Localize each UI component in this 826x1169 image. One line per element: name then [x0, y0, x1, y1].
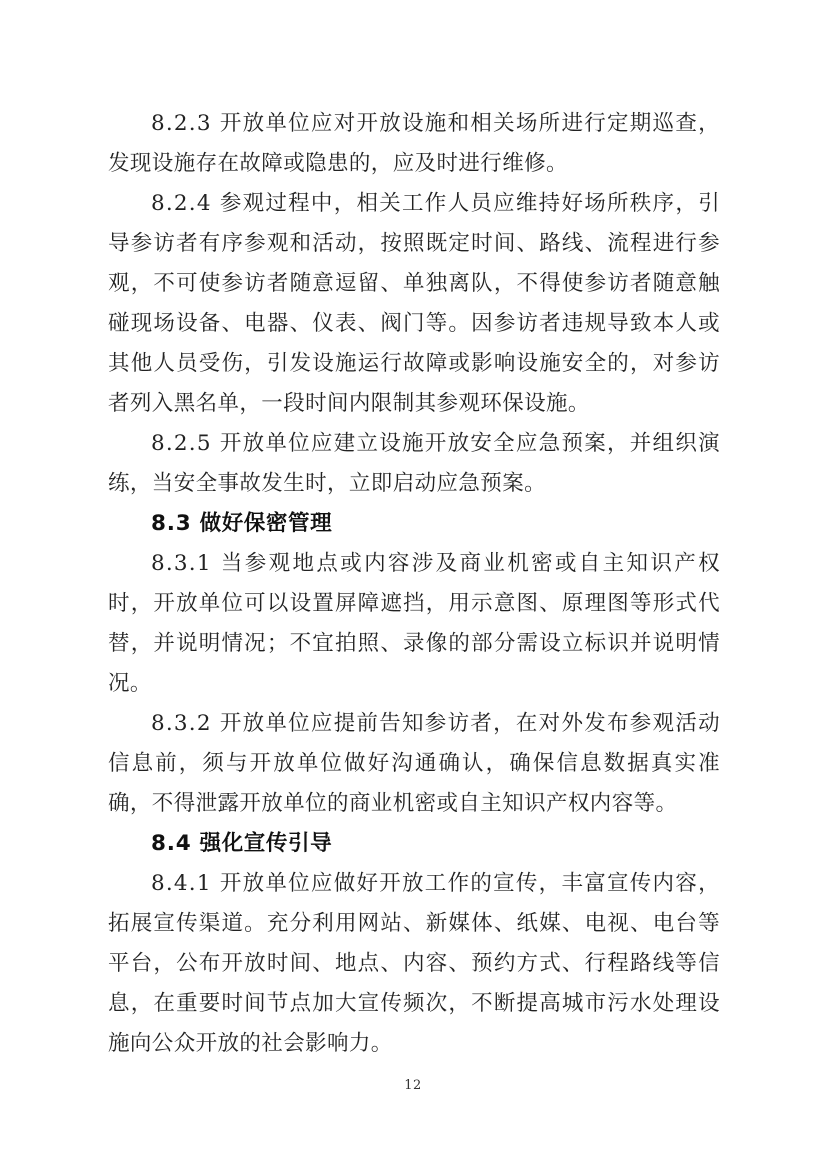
clause-8-2-5-text: 开放单位应建立设施开放安全应急预案，并组织演练，当安全事故发生时，立即启动应急预案。	[108, 431, 720, 496]
heading-8-4	[108, 824, 720, 864]
clause-8-2-3-text: 开放单位应对开放设施和相关场所进行定期巡查，发现设施存在故障或隐患的，应及时进行维修。	[108, 111, 720, 176]
clause-8-3-2-number: 8.3.2	[151, 711, 212, 736]
clause-8-4-1	[108, 864, 720, 1064]
clause-8-2-5-number: 8.2.5	[151, 431, 212, 456]
clause-8-3-1-number: 8.3.1	[151, 551, 212, 576]
clause-8-2-4-text: 参观过程中，相关工作人员应维持好场所秩序，引导参访者有序参观和活动，按照既定时间、路线、流程进行参观，不可使参访者随意逗留、单独离队，不得使参访者随意触碰现场设备、电器、仪表、阀门等。因参访者违规导致本人或其他人员受伤，引发设施运行故障或影响设施安全的，对参访者列入黑名单，一段时间内限制其参观环保设施。	[108, 191, 720, 416]
clause-8-4-1-number: 8.4.1	[151, 871, 212, 896]
clause-8-3-2-text: 开放单位应提前告知参访者，在对外发布参观活动信息前，须与开放单位做好沟通确认，确保信息数据真实准确，不得泄露开放单位的商业机密或自主知识产权内容等。	[108, 711, 720, 816]
clause-8-3-1	[108, 544, 720, 704]
clause-8-2-4	[108, 184, 720, 424]
heading-8-3-text: 做好保密管理	[199, 511, 333, 536]
heading-8-3-number: 8.3	[151, 511, 192, 536]
clause-8-2-5	[108, 424, 720, 504]
clause-8-3-1-text: 当参观地点或内容涉及商业机密或自主知识产权时，开放单位可以设置屏障遮挡，用示意图、原理图等形式代替，并说明情况；不宜拍照、录像的部分需设立标识并说明情况。	[108, 551, 721, 696]
clause-8-3-2	[108, 704, 720, 824]
clause-8-2-3	[108, 104, 720, 184]
heading-8-4-text: 强化宣传引导	[199, 831, 333, 856]
page-content-body	[108, 104, 720, 1064]
clause-8-2-3-number: 8.2.3	[151, 111, 212, 136]
heading-8-3	[108, 504, 720, 544]
clause-8-2-4-number: 8.2.4	[151, 191, 212, 216]
clause-8-4-1-text: 开放单位应做好开放工作的宣传，丰富宣传内容，拓展宣传渠道。充分利用网站、新媒体、纸媒、电视、电台等平台，公布开放时间、地点、内容、预约方式、行程路线等信息，在重要时间节点加大宣传频次，不断提高城市污水处理设施向公众开放的社会影响力。	[108, 871, 720, 1056]
heading-8-4-number: 8.4	[151, 831, 192, 856]
page-number: 12	[404, 1078, 422, 1093]
